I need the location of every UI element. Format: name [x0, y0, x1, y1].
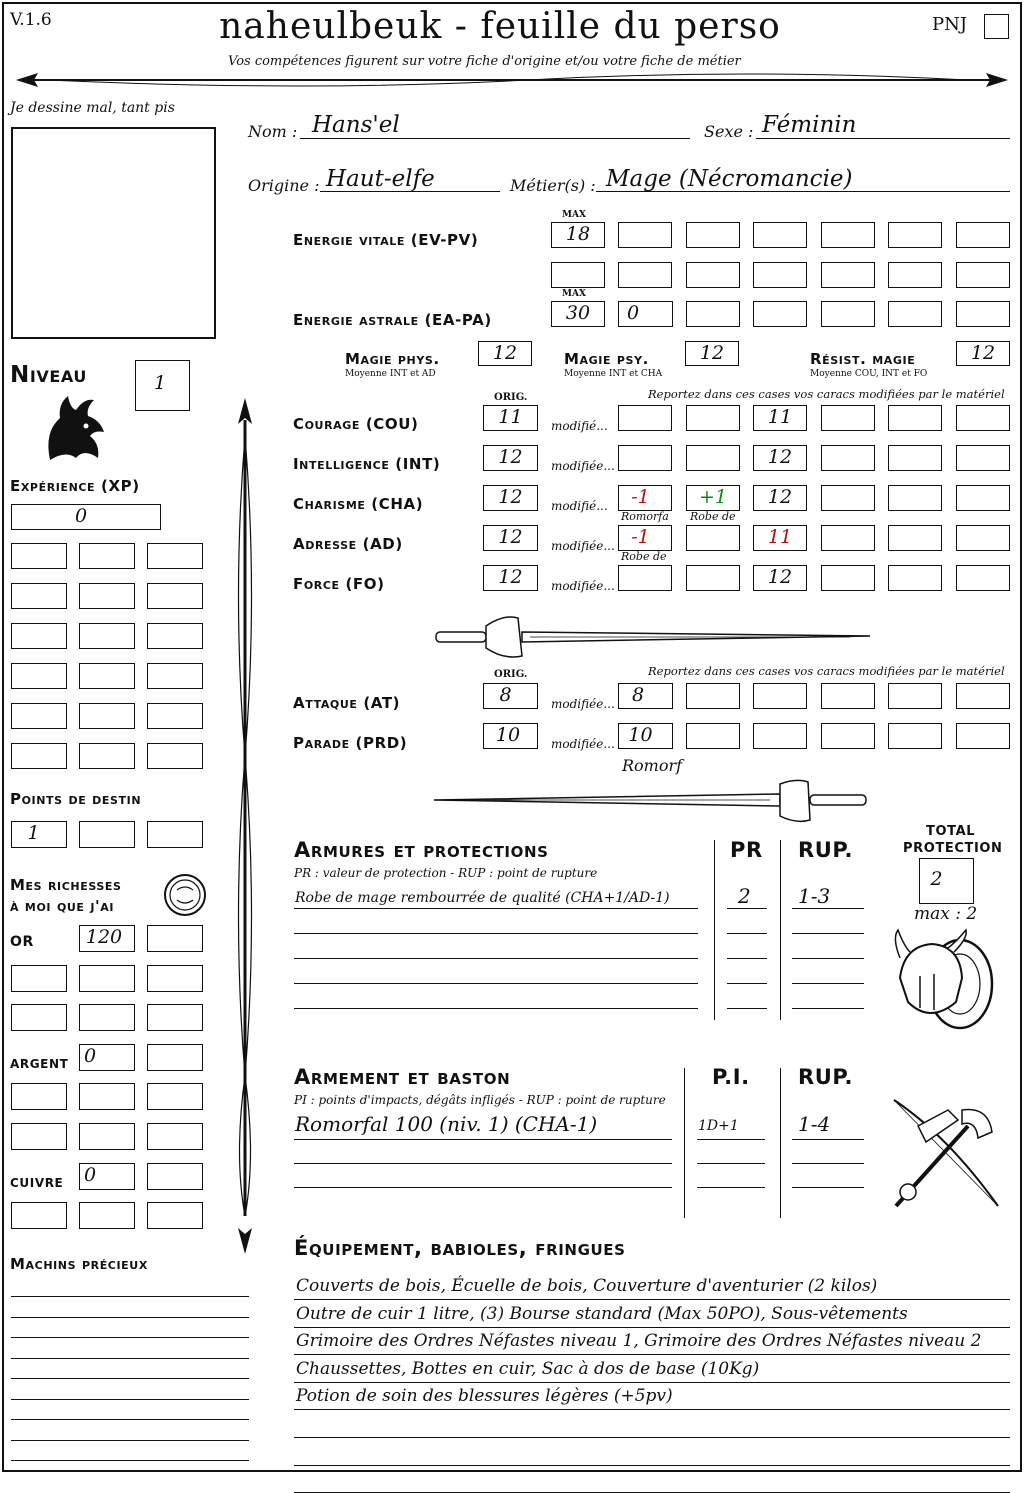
ev-box[interactable] [821, 222, 875, 248]
stat-mod-label: modifiée... [551, 459, 615, 473]
equipment-title: Équipement, babioles, fringues [294, 1236, 626, 1260]
combat-mod-box[interactable] [888, 683, 942, 709]
armor-item-name[interactable]: Robe de mage rembourrée de qualité (CHA+1/AD-1) [295, 890, 670, 906]
richesses-label-1: Mes richesses [10, 876, 122, 894]
equipment-line[interactable] [294, 1299, 1010, 1300]
xp-box[interactable] [147, 743, 203, 769]
equipment-item[interactable]: Outre de cuir 1 litre, (3) Bourse standard (Max 50PO), Sous-vêtements [296, 1303, 908, 1324]
ea-box[interactable] [821, 301, 875, 327]
xp-box[interactable] [11, 543, 67, 569]
xp-box[interactable] [79, 703, 135, 729]
sexe-value[interactable]: Féminin [762, 112, 857, 138]
armor-line[interactable] [294, 958, 698, 959]
prd-mod-value: 10 [628, 724, 653, 746]
weapons-sub: PI : points d'impacts, dégâts infligés - RUP : point de rupture [294, 1093, 666, 1107]
weapon-line[interactable] [294, 1187, 672, 1188]
xp-box[interactable] [11, 623, 67, 649]
cuivre-value: 0 [83, 1164, 97, 1186]
weapon-rup-line[interactable] [792, 1187, 864, 1188]
weapon-item-rup[interactable]: 1-4 [798, 1112, 831, 1136]
stat-label: Force (FO) [293, 575, 385, 593]
spear-ornament [230, 396, 260, 1256]
armor-item-rup[interactable]: 1-3 [798, 884, 831, 908]
stat-mod-box[interactable] [956, 405, 1010, 431]
equipment-item[interactable]: Grimoire des Ordres Néfastes niveau 1, Grimoire des Ordres Néfastes niveau 2 [296, 1331, 982, 1352]
armor-pr-line[interactable] [727, 958, 767, 959]
xp-box[interactable] [79, 623, 135, 649]
page-subtitle: Vos compétences figurent sur votre fiche d'origine et/ou votre fiche de métier [228, 54, 741, 69]
magie-psy-value: 12 [699, 342, 725, 364]
destin-label: Points de destin [10, 790, 142, 808]
wealth-box[interactable] [147, 1123, 203, 1150]
weapon-pi-line[interactable] [697, 1139, 765, 1140]
xp-box[interactable] [147, 543, 203, 569]
magie-psy-label: Magie psy. [564, 350, 649, 368]
machins-line[interactable] [11, 1419, 249, 1420]
stat-mod-label: modifiée... [551, 539, 615, 553]
machins-line[interactable] [11, 1440, 249, 1441]
ev-label: Energie vitale (EV-PV) [293, 231, 479, 249]
portrait-label: Je dessine mal, tant pis [10, 100, 175, 116]
coin-icon [162, 872, 208, 918]
armor-line[interactable] [294, 1008, 698, 1009]
at-label: Attaque (AT) [293, 694, 401, 712]
richesses-label-2: à moi que j'ai [10, 897, 115, 915]
stat-mod-box[interactable] [821, 565, 875, 591]
weapon-line[interactable] [294, 1163, 672, 1164]
armor-rup-line[interactable] [792, 983, 864, 984]
stat-orig-value: 12 [498, 526, 523, 548]
combat-mod-box[interactable] [753, 683, 807, 709]
armor-col-divider-2 [780, 840, 781, 1020]
wealth-box[interactable] [79, 1083, 135, 1110]
stat-mod1-value: -1 [631, 486, 650, 508]
weapon-pi-line[interactable] [697, 1163, 765, 1164]
stat-mod-box[interactable] [888, 445, 942, 471]
destin-value: 1 [27, 822, 40, 844]
stat-mod2-note: Robe de [690, 510, 736, 523]
ev-box[interactable] [618, 222, 672, 248]
crossed-weapons-icon [888, 1096, 1010, 1216]
weapon-rup-line[interactable] [792, 1163, 864, 1164]
armor-col-divider-1 [714, 840, 715, 1020]
stat-orig-value: 11 [498, 406, 523, 428]
armor-line[interactable] [294, 933, 698, 934]
ea-label: Energie astrale (EA-PA) [293, 311, 492, 329]
stat-mod-box[interactable] [888, 565, 942, 591]
stat-label: Intelligence (INT) [293, 455, 441, 473]
combat-mod-box[interactable] [686, 683, 740, 709]
niveau-label: Niveau [10, 362, 87, 388]
or-label: OR [10, 934, 34, 950]
xp-box[interactable] [147, 583, 203, 609]
ea-max-label: MAX [562, 289, 586, 299]
wealth-box[interactable] [11, 965, 67, 992]
xp-box[interactable] [79, 663, 135, 689]
stat-mod-box[interactable] [821, 485, 875, 511]
version-label: V.1.6 [10, 10, 52, 30]
weapons-rup-header: RUP. [798, 1065, 854, 1089]
wealth-box[interactable] [79, 1004, 135, 1031]
xp-value: 0 [74, 505, 88, 527]
equipment-line[interactable] [294, 1437, 1010, 1438]
total-protection-label-2: PROTECTION [903, 841, 1003, 856]
weapons-pi-header: P.I. [712, 1065, 750, 1089]
ea-max-value: 30 [565, 302, 591, 324]
stat-final-value: 12 [767, 486, 793, 508]
portrait-box[interactable] [11, 127, 216, 339]
cuivre-box-2[interactable] [147, 1163, 203, 1190]
page-title: naheulbeuk - feuille du perso [219, 6, 781, 47]
magie-psy-sub: Moyenne INT et CHA [564, 369, 663, 379]
total-protection-max: max : 2 [914, 904, 978, 924]
stat-mod-box[interactable] [888, 405, 942, 431]
equipment-item[interactable]: Couverts de bois, Écuelle de bois, Couverture d'aventurier (2 kilos) [296, 1276, 878, 1296]
armor-rup-line[interactable] [792, 1008, 864, 1009]
or-box-2[interactable] [147, 925, 203, 952]
ev-box[interactable] [753, 222, 807, 248]
armor-pr-line[interactable] [727, 933, 767, 934]
stats-note: Reportez dans ces cases vos caracs modifiées par le matériel [648, 387, 1005, 401]
argent-label: ARGENT [10, 1057, 69, 1071]
weapon-line[interactable] [294, 1139, 672, 1140]
ea-box[interactable] [888, 301, 942, 327]
stat-mod-box[interactable] [618, 405, 672, 431]
stat-mod-box[interactable] [888, 525, 942, 551]
destin-box-2[interactable] [79, 821, 135, 848]
xp-box[interactable] [79, 583, 135, 609]
equipment-line[interactable] [294, 1409, 1010, 1410]
machins-line[interactable] [11, 1317, 249, 1318]
combat-mod-box[interactable] [821, 683, 875, 709]
stat-mod-box[interactable] [956, 565, 1010, 591]
combat-mod-box[interactable] [821, 723, 875, 749]
stat-mod-box[interactable] [821, 525, 875, 551]
machins-line[interactable] [11, 1378, 249, 1379]
wealth-box[interactable] [79, 965, 135, 992]
top-arrow-ornament [8, 66, 1016, 96]
stat-final-value: 11 [767, 526, 793, 548]
wealth-box[interactable] [11, 1004, 67, 1031]
stat-mod-box[interactable] [618, 445, 672, 471]
weapon-rup-line[interactable] [792, 1139, 864, 1140]
armor-pr-line[interactable] [727, 908, 767, 909]
equipment-item[interactable]: Potion de soin des blessures légères (+5pv) [296, 1386, 673, 1407]
ev-box[interactable] [618, 262, 672, 288]
nom-value[interactable]: Hans'el [312, 112, 400, 138]
cuivre-label: CUIVRE [10, 1176, 64, 1190]
stat-label: Courage (COU) [293, 415, 419, 433]
stat-orig-value: 12 [498, 446, 523, 468]
sword-ornament-bottom [430, 776, 876, 824]
combat-mod-box[interactable] [686, 723, 740, 749]
wealth-box[interactable] [11, 1083, 67, 1110]
stat-mod-box[interactable] [956, 485, 1010, 511]
niveau-value: 1 [153, 372, 167, 394]
ev-box[interactable] [686, 222, 740, 248]
equipment-item[interactable]: Chaussettes, Bottes en cuir, Sac à dos de base (10Kg) [296, 1358, 760, 1379]
machins-line[interactable] [11, 1460, 249, 1461]
wealth-box[interactable] [11, 1123, 67, 1150]
armor-rup-line[interactable] [792, 933, 864, 934]
dragon-icon [40, 392, 108, 464]
argent-value: 0 [83, 1045, 97, 1067]
resist-magie-value: 12 [970, 342, 996, 364]
metier-line [596, 191, 1010, 192]
at-orig-value: 8 [499, 684, 512, 706]
magie-phys-sub: Moyenne INT et AD [345, 369, 436, 379]
machins-line[interactable] [11, 1399, 249, 1400]
resist-magie-label: Résist. magie [810, 350, 916, 368]
stat-mod2-value: +1 [698, 486, 727, 508]
ev-box[interactable] [821, 262, 875, 288]
combat-mod-box[interactable] [956, 683, 1010, 709]
equipment-line[interactable] [294, 1327, 1010, 1328]
pnj-checkbox[interactable] [984, 14, 1009, 39]
wealth-box[interactable] [147, 1004, 203, 1031]
armor-line[interactable] [294, 908, 698, 909]
ev-max-value: 18 [565, 223, 591, 245]
xp-box[interactable] [79, 543, 135, 569]
armor-title: Armures et protections [294, 838, 549, 862]
prd-mod-label: modifiée... [551, 737, 615, 751]
stat-mod-box[interactable] [956, 525, 1010, 551]
weapons-title: Armement et baston [294, 1065, 511, 1089]
stats-orig-label: ORIG. [494, 392, 528, 403]
xp-box[interactable] [11, 663, 67, 689]
resist-magie-sub: Moyenne COU, INT et FO [810, 369, 928, 379]
xp-label: Expérience (XP) [10, 477, 140, 495]
stat-orig-value: 12 [498, 486, 523, 508]
combat-mod-box[interactable] [888, 723, 942, 749]
ev-box[interactable] [956, 262, 1010, 288]
xp-box[interactable] [11, 583, 67, 609]
weapons-col-divider-1 [684, 1068, 685, 1218]
stat-mod-box[interactable] [821, 405, 875, 431]
equipment-line[interactable] [294, 1354, 1010, 1355]
stat-mod-label: modifié... [551, 499, 608, 513]
weapons-col-divider-2 [780, 1068, 781, 1218]
armor-rup-header: RUP. [798, 838, 854, 862]
armor-rup-line[interactable] [792, 958, 864, 959]
machins-line[interactable] [11, 1296, 249, 1297]
machins-line[interactable] [11, 1337, 249, 1338]
xp-box[interactable] [11, 743, 67, 769]
xp-box[interactable] [147, 623, 203, 649]
machins-line[interactable] [11, 1358, 249, 1359]
metier-label: Métier(s) : [510, 176, 596, 195]
xp-box[interactable] [79, 743, 135, 769]
magie-phys-label: Magie phys. [345, 350, 440, 368]
wealth-box[interactable] [147, 1083, 203, 1110]
armor-pr-header: PR [730, 838, 763, 862]
stat-mod-box[interactable] [956, 445, 1010, 471]
wealth-box[interactable] [11, 1202, 67, 1229]
xp-box[interactable] [147, 703, 203, 729]
ev-box[interactable] [686, 262, 740, 288]
stat-mod-box[interactable] [686, 405, 740, 431]
combat-orig-label: ORIG. [494, 669, 528, 680]
total-protection-value: 2 [930, 868, 943, 890]
combat-note: Reportez dans ces cases vos caracs modifiées par le matériel [648, 664, 1005, 678]
stat-mod-label: modifiée... [551, 579, 615, 593]
weapon-item-name[interactable]: Romorfal 100 (niv. 1) (CHA-1) [295, 1112, 598, 1136]
stat-mod-box[interactable] [686, 565, 740, 591]
stat-label: Charisme (CHA) [293, 495, 424, 513]
armor-pr-line[interactable] [727, 983, 767, 984]
prd-orig-value: 10 [495, 724, 521, 746]
stat-mod1-value: -1 [631, 526, 650, 548]
stat-mod-box[interactable] [686, 525, 740, 551]
armor-line[interactable] [294, 983, 698, 984]
stat-mod-box[interactable] [888, 485, 942, 511]
stat-mod-box[interactable] [618, 565, 672, 591]
destin-box-3[interactable] [147, 821, 203, 848]
ea-current-value: 0 [626, 302, 640, 324]
magie-phys-value: 12 [492, 342, 518, 364]
stat-mod-box[interactable] [821, 445, 875, 471]
total-protection-label-1: TOTAL [926, 824, 976, 839]
ev-box[interactable] [888, 222, 942, 248]
pnj-label: PNJ [932, 14, 968, 35]
equipment-line[interactable] [294, 1465, 1010, 1466]
prd-note: Romorf [622, 756, 683, 775]
nom-line [300, 138, 690, 139]
stat-mod1-note: Robe de [621, 550, 667, 563]
weapon-pi-line[interactable] [697, 1187, 765, 1188]
metier-value[interactable]: Mage (Nécromancie) [606, 166, 853, 192]
wealth-box[interactable] [79, 1202, 135, 1229]
combat-mod-box[interactable] [753, 723, 807, 749]
ev-box[interactable] [551, 262, 605, 288]
ev-box[interactable] [888, 262, 942, 288]
ev-max-label: MAX [562, 210, 586, 220]
machins-label: Machins précieux [10, 1255, 148, 1273]
ev-box[interactable] [956, 222, 1010, 248]
sexe-label: Sexe : [704, 122, 754, 141]
nom-label: Nom : [248, 122, 298, 141]
at-mod-value: 8 [631, 684, 645, 706]
origine-value[interactable]: Haut-elfe [326, 166, 435, 192]
armor-sub: PR : valeur de protection - RUP : point de rupture [294, 866, 598, 880]
stat-orig-value: 12 [498, 566, 523, 588]
sword-ornament-top [430, 612, 876, 660]
stat-final-value: 12 [767, 446, 793, 468]
at-mod-label: modifiée... [551, 697, 615, 711]
or-value: 120 [85, 926, 123, 948]
sexe-line [756, 138, 1010, 139]
ea-box[interactable] [686, 301, 740, 327]
wealth-box[interactable] [147, 965, 203, 992]
ev-box[interactable] [753, 262, 807, 288]
stat-final-value: 11 [767, 406, 793, 428]
combat-mod-box[interactable] [956, 723, 1010, 749]
armor-rup-line[interactable] [792, 908, 864, 909]
wealth-box[interactable] [147, 1202, 203, 1229]
wealth-box[interactable] [79, 1123, 135, 1150]
stat-mod-label: modifié... [551, 419, 608, 433]
stat-final-value: 12 [767, 566, 793, 588]
stat-label: Adresse (AD) [293, 535, 403, 553]
xp-box[interactable] [147, 663, 203, 689]
stat-mod-box[interactable] [686, 445, 740, 471]
weapon-item-pi[interactable]: 1D+1 [698, 1118, 739, 1134]
prd-label: Parade (PRD) [293, 734, 408, 752]
origine-line [320, 191, 500, 192]
argent-box-2[interactable] [147, 1044, 203, 1071]
helmet-shield-icon [890, 928, 1000, 1036]
stat-mod1-note: Romorfa [621, 510, 669, 523]
ea-box[interactable] [956, 301, 1010, 327]
equipment-line[interactable] [294, 1382, 1010, 1383]
armor-pr-line[interactable] [727, 1008, 767, 1009]
origine-label: Origine : [248, 176, 320, 195]
xp-box[interactable] [11, 703, 67, 729]
ea-box[interactable] [753, 301, 807, 327]
armor-item-pr[interactable]: 2 [738, 884, 751, 908]
